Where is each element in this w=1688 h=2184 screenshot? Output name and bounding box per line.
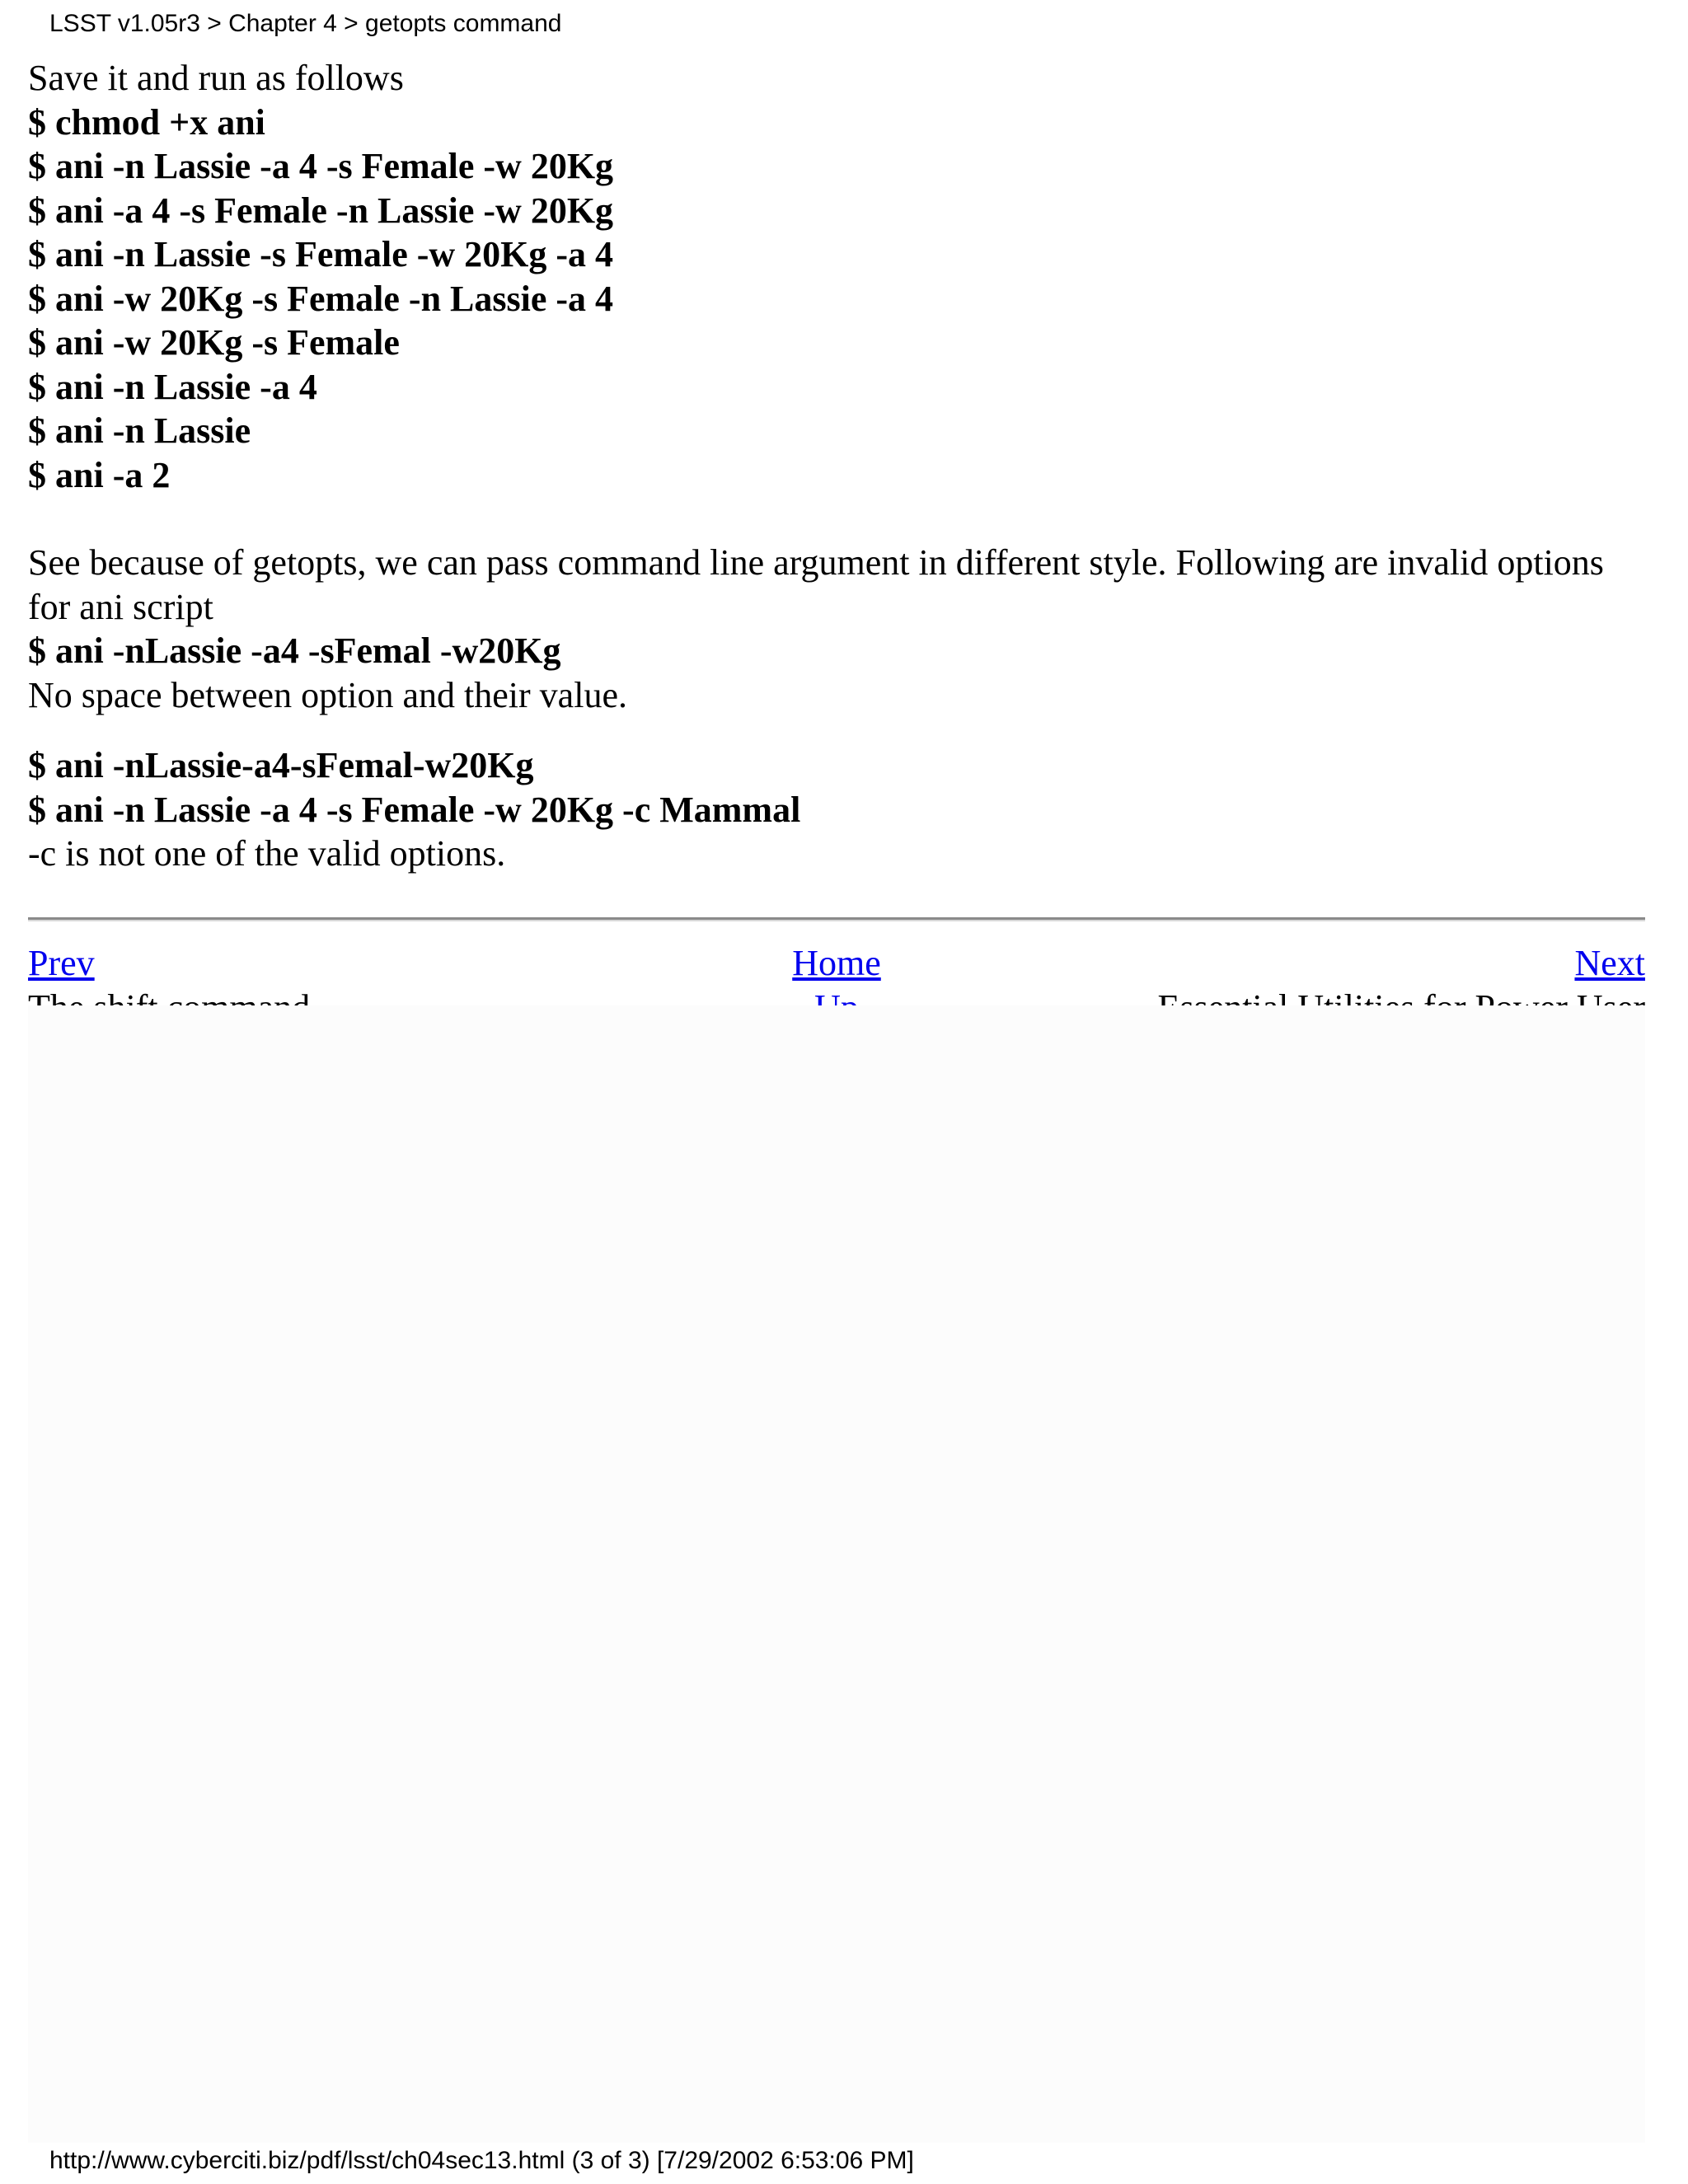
command-line: $ ani -n Lassie -a 4	[28, 366, 317, 407]
blank-page-area	[28, 1005, 1645, 2143]
command-line: $ ani -a 2	[28, 454, 171, 495]
page-footer: http://www.cyberciti.biz/pdf/lsst/ch04sec13.html (3 of 3) [7/29/2002 6:53:06 PM]	[49, 2147, 914, 2174]
command-line: $ ani -a 4 -s Female -n Lassie -w 20Kg	[28, 190, 614, 231]
invalid-note: -c is not one of the valid options.	[28, 833, 506, 874]
command-line: $ ani -n Lassie -s Female -w 20Kg -a 4	[28, 234, 614, 274]
invalid-command-line: $ ani -nLassie-a4-sFemal-w20Kg	[28, 745, 534, 785]
next-link[interactable]: Next	[1574, 943, 1645, 983]
command-line: $ chmod +x ani	[28, 101, 265, 143]
command-line: $ ani -n Lassie -a 4 -s Female -w 20Kg	[28, 146, 614, 186]
invalid-note: No space between option and their value.	[28, 674, 627, 715]
invalid-command-line: $ ani -nLassie -a4 -sFemal -w20Kg	[28, 630, 561, 671]
invalid-command-line: $ ani -n Lassie -a 4 -s Female -w 20Kg -c Mammal	[28, 789, 801, 830]
invalid-options-intro: See because of getopts, we can pass command line argument in different style. Following are invalid options for ani script	[28, 542, 1604, 627]
command-line: $ ani -w 20Kg -s Female -n Lassie -a 4	[28, 278, 614, 319]
command-line: $ ani -n Lassie	[28, 410, 251, 451]
command-line: $ ani -w 20Kg -s Female	[28, 322, 400, 363]
document-content	[28, 56, 1645, 876]
prev-link[interactable]: Prev	[28, 943, 95, 983]
home-link[interactable]: Home	[792, 943, 881, 983]
intro-text: Save it and run as follows	[28, 58, 404, 98]
horizontal-divider	[28, 917, 1645, 921]
page-header: LSST v1.05r3 > Chapter 4 > getopts command	[49, 10, 562, 37]
